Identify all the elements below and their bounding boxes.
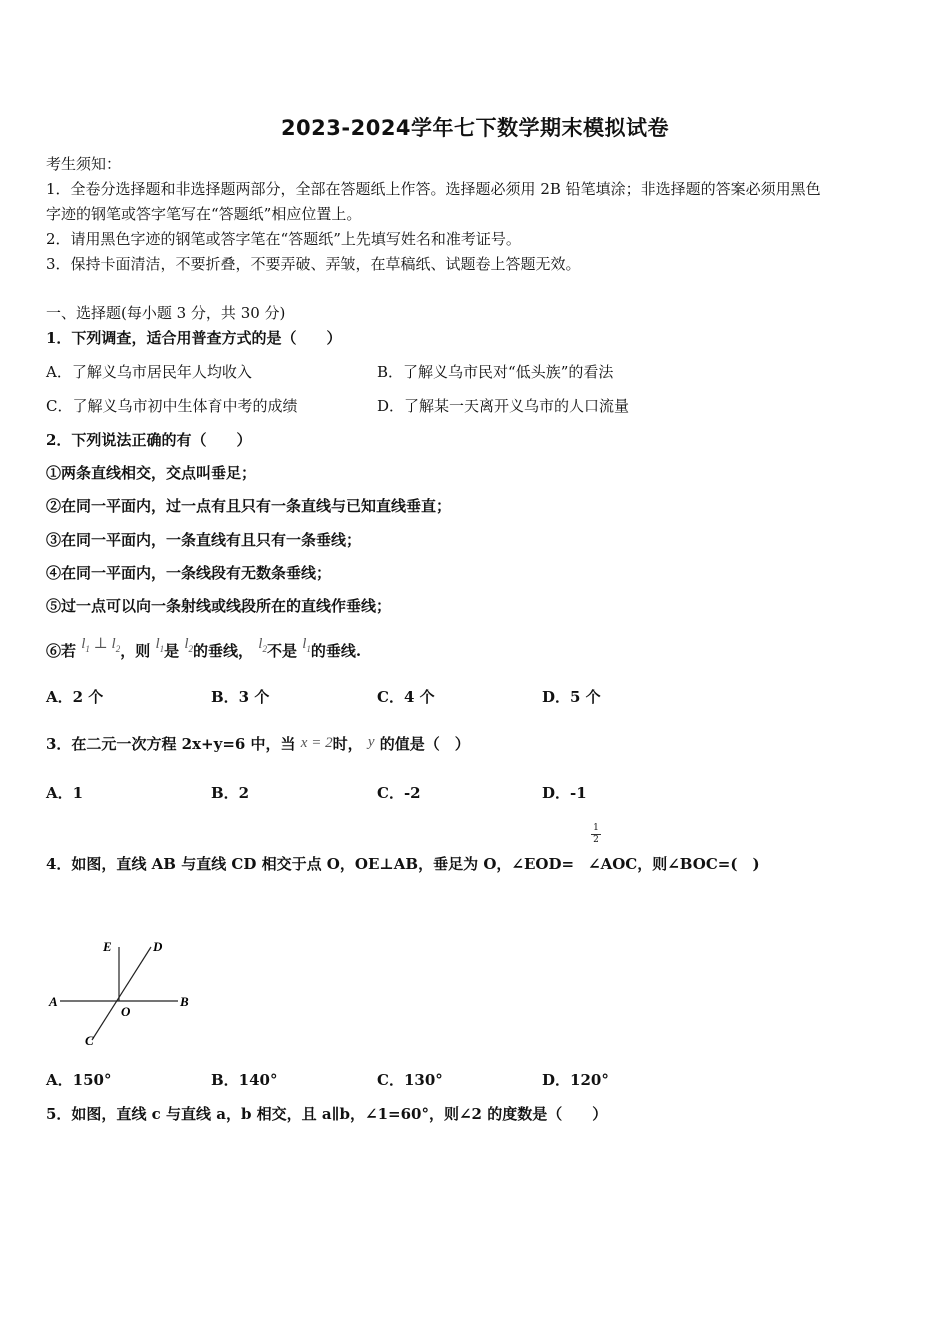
option-c: C．4 个 (377, 688, 435, 706)
statement-3: ③在同一平面内，一条直线有且只有一条垂线； (46, 531, 362, 549)
label-c: C (85, 1033, 94, 1048)
statement-5: ⑤过一点可以向一条射线或线段所在的直线作垂线； (46, 597, 392, 615)
option-d: D．5 个 (542, 688, 601, 706)
option-d: D．120° (542, 1071, 609, 1089)
statement-2: ②在同一平面内，过一点有且只有一条直线与已知直线垂直； (46, 497, 452, 515)
option-c: C．了解义乌市初中生体育中考的成绩 (46, 397, 298, 415)
label-e: E (103, 939, 112, 954)
question-stem: 3．在二元一次方程 2x+y=6 中，当 x = 2时， y 的值是（ ） (46, 734, 470, 753)
question-stem: 2．下列说法正确的有（ ） (46, 431, 252, 449)
math-x-equals-2: x = 2 (300, 735, 333, 751)
math-l1: $l_1$ (155, 636, 165, 654)
notice-heading: 考生须知： (46, 155, 122, 173)
option-c: C．-2 (377, 784, 421, 802)
notice-line: 1．全卷分选择题和非选择题两部分，全部在答题纸上作答。选择题必须用 2B 铅笔填涂；非选择题的答案必须用黑色 (46, 180, 821, 198)
statement-6-prefix: ⑥若 (46, 642, 77, 660)
line-cd (92, 947, 151, 1040)
option-b: B．3 个 (211, 688, 270, 706)
option-a: A．2 个 (46, 688, 104, 706)
intersecting-lines-figure (46, 935, 206, 1055)
option-a: A．150° (46, 1071, 112, 1089)
fraction-one-half: 1 2 (591, 824, 601, 845)
option-d: D．-1 (542, 784, 587, 802)
notice-line: 3．保持卡面清洁，不要折叠，不要弄破、弄皱，在草稿纸、试题卷上答题无效。 (46, 255, 581, 273)
math-l2: $l_2$ (258, 636, 267, 654)
option-b: B．140° (211, 1071, 278, 1089)
question-stem: 5．如图，直线 c 与直线 a，b 相交，且 a∥b，∠1=60°，则∠2 的度数是（ ） (46, 1105, 608, 1123)
statement-4: ④在同一平面内，一条线段有无数条垂线； (46, 564, 332, 582)
option-b: B．2 (211, 784, 250, 802)
label-a: A (49, 994, 58, 1009)
math-y: y (367, 734, 375, 750)
option-a: A．1 (46, 784, 84, 802)
math-l2: $l_2$ (184, 636, 194, 654)
question-stem: 4．如图，直线 AB 与直线 CD 相交于点 O，OE⊥AB，垂足为 O，∠EOD= ∠AOC，则∠BOC=( ) (46, 855, 760, 873)
notice-line: 2．请用黑色字迹的钢笔或答字笔在“答题纸”上先填写姓名和准考证号。 (46, 230, 521, 248)
statement-1: ①两条直线相交，交点叫垂足； (46, 464, 257, 482)
option-b: B．了解义乌市民对“低头族”的看法 (377, 363, 614, 381)
section-heading: 一、选择题(每小题 3 分，共 30 分) (46, 304, 286, 322)
label-b: B (180, 994, 189, 1009)
math-l1: $l_1$ (302, 636, 311, 654)
page-title: 2023-2024学年七下数学期末模拟试卷 (280, 116, 670, 140)
option-a: A．了解义乌市居民年人均收入 (46, 363, 252, 381)
question-stem: 1．下列调查，适合用普查方式的是（ ） (46, 329, 342, 347)
option-c: C．130° (377, 1071, 443, 1089)
statement-6: ⑥若 $l_1$ ⊥ $l_2$，则 $l_1$是 $l_2$的垂线， $l_2$不是 $l_1$的垂线. (46, 636, 362, 660)
option-d: D．了解某一天离开义乌市的人口流量 (377, 397, 630, 415)
notice-line: 字迹的钢笔或答字笔写在“答题纸”相应位置上。 (46, 205, 362, 223)
math-l1-perp-l2: $l_1$ ⊥ $l_2$ (81, 636, 121, 654)
label-d: D (153, 939, 163, 954)
label-o: O (121, 1004, 131, 1019)
